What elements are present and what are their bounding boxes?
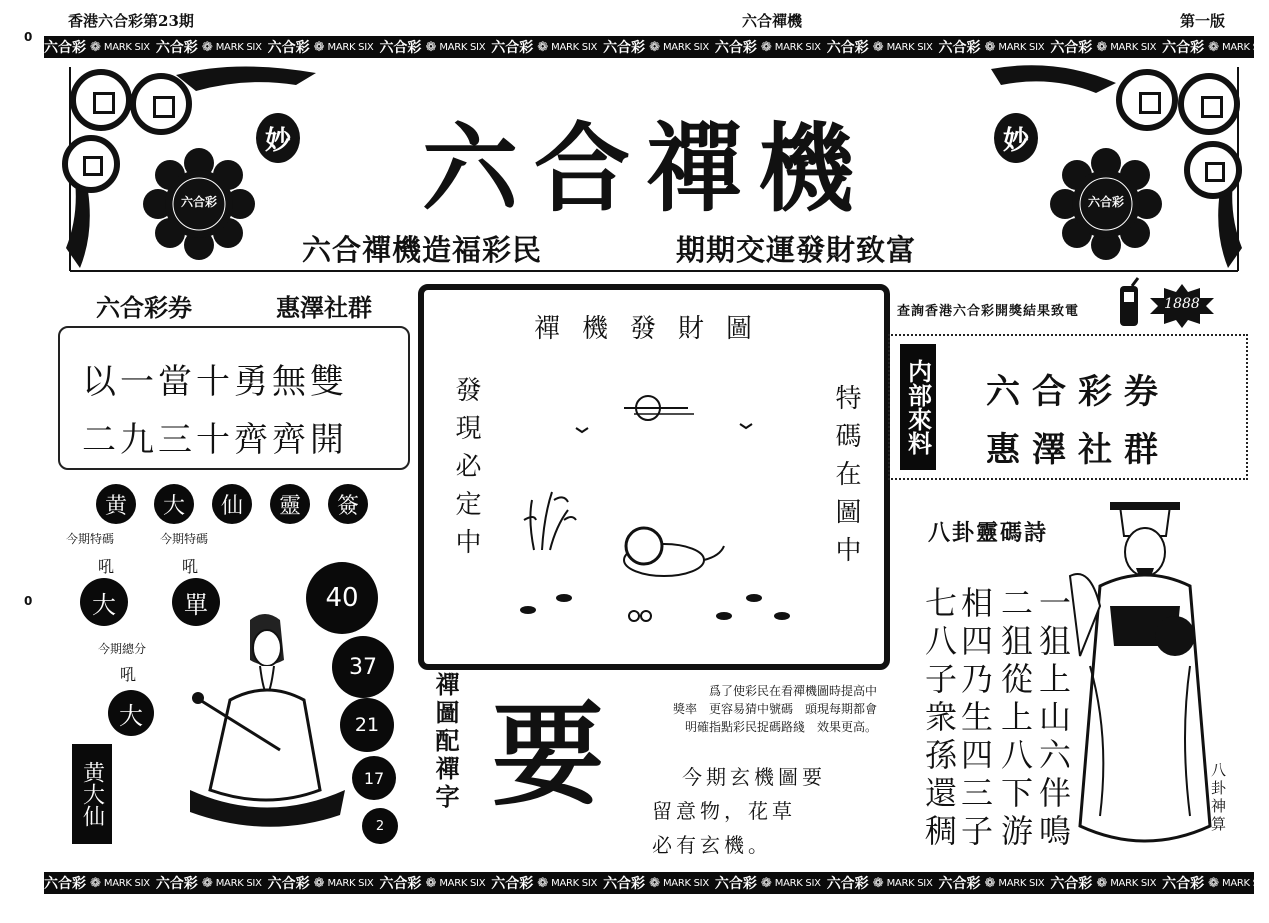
bottom-logo-strip (44, 872, 1268, 894)
flower-medallion-left (144, 149, 254, 259)
flower-icon: ❁ (984, 39, 996, 55)
right-heading-b: 惠澤社群 (986, 430, 1170, 470)
flower-icon: ❁ (313, 39, 325, 55)
cry-3: 吼 (120, 665, 137, 684)
strip-text: MARK SIX (327, 877, 374, 889)
strip-text: MARK SIX (215, 877, 262, 889)
strip-unit (715, 873, 821, 893)
strip-logo: 六合彩 (155, 876, 198, 892)
lucky-number: 37 (332, 636, 394, 698)
flower-icon: ❁ (1096, 39, 1108, 55)
lucky-number: 40 (306, 562, 378, 634)
coin-icon (70, 69, 132, 131)
coin-icon (62, 135, 120, 193)
cry-2: 吼 (182, 557, 199, 576)
flower-icon: ❁ (649, 875, 660, 891)
strip-text: MARK SIX (1222, 41, 1268, 53)
inside-info-box (888, 334, 1248, 480)
hotline-number: 1888 (1164, 296, 1200, 312)
inner-tag-text: 内部來料 (903, 359, 932, 455)
flower-icon: ❁ (201, 39, 213, 55)
strip-unit (156, 37, 262, 57)
answer-3: 大 (108, 690, 154, 736)
strip-text: MARK SIX (886, 41, 933, 53)
label-special-1: 今期特碼 (66, 532, 115, 546)
miao-badge-left: 妙 (256, 113, 300, 163)
strip-logo: 六合彩 (379, 876, 422, 892)
strip-logo: 六合彩 (491, 40, 534, 56)
strip-logo: 六合彩 (44, 876, 86, 892)
coin-icon (130, 73, 192, 135)
strip-text: MARK SIX (103, 877, 150, 889)
strip-text: MARK SIX (439, 41, 486, 53)
huang-daxian-char: 黄 (96, 484, 136, 524)
flower-icon: ❁ (760, 875, 772, 891)
strip-text: MARK SIX (998, 41, 1045, 53)
strip-logo: 六合彩 (155, 40, 198, 56)
strip-logo: 六合彩 (938, 876, 981, 892)
flower-icon: ❁ (90, 39, 101, 55)
strip-text: MARK SIX (1110, 877, 1157, 889)
lucky-number: 21 (340, 698, 394, 752)
strip-text: MARK SIX (215, 41, 262, 53)
strip-unit (715, 37, 821, 57)
strip-text: MARK SIX (774, 41, 821, 53)
strip-unit (1162, 37, 1268, 57)
seal-text: 黄大仙 (79, 761, 105, 827)
strip-unit (827, 873, 933, 893)
panel-title: 禪機發財圖 (533, 314, 774, 344)
riddle-line: 留意物，花草 (652, 799, 796, 823)
poem-column: 七八子衆孫還稠 (920, 586, 958, 852)
riddle-line: 今期玄機圖要 (682, 765, 826, 789)
poem-column: 二狙從上八下游 (996, 586, 1034, 852)
huang-daxian-char: 仙 (212, 484, 252, 524)
riddle-line: 必有玄機。 (652, 833, 772, 857)
strip-unit (156, 873, 262, 893)
coin-icon (1184, 141, 1242, 199)
huang-daxian-char: 大 (154, 484, 194, 524)
flower-icon: ❁ (201, 875, 213, 891)
medallion-label: 六合彩 (1087, 195, 1124, 209)
strip-text: MARK SIX (998, 877, 1045, 889)
banner-subtitle-left-small: 造福彩民 (422, 233, 543, 267)
strip-text: MARK SIX (662, 41, 709, 53)
strip-logo: 六合彩 (603, 40, 646, 56)
left-heading-b: 惠澤社群 (276, 294, 372, 322)
phone-icon (1112, 278, 1146, 330)
strip-logo: 六合彩 (826, 876, 869, 892)
strip-unit (44, 873, 150, 893)
flower-icon: ❁ (425, 875, 437, 891)
strip-text: MARK SIX (551, 41, 598, 53)
huang-daxian-char: 靈 (270, 484, 310, 524)
strip-text: MARK SIX (327, 41, 374, 53)
top-logo-strip (44, 36, 1268, 58)
flower-icon: ❁ (872, 875, 884, 891)
lucky-number: 17 (352, 756, 396, 800)
strip-logo: 六合彩 (714, 40, 757, 56)
zen-drawing (484, 370, 824, 630)
banner-subtitle-left (302, 228, 542, 269)
strip-unit (379, 873, 485, 893)
strip-unit (827, 37, 933, 57)
banner-subtitle-left-main: 六合禪機 (302, 233, 423, 267)
strip-text: MARK SIX (551, 877, 598, 889)
strip-unit (379, 37, 485, 57)
strip-logo: 六合彩 (1050, 40, 1093, 56)
banner (66, 63, 1242, 273)
label-special-2: 今期特碼 (160, 532, 209, 546)
key-character: 要 (492, 691, 604, 821)
label-total: 今期總分 (98, 642, 147, 656)
flower-icon: ❁ (90, 875, 101, 891)
sage-figure-illustration (170, 600, 350, 825)
strip-unit (268, 873, 374, 893)
flower-icon: ❁ (425, 39, 437, 55)
margin-mark-mid: 0 (24, 594, 33, 608)
pairing-vertical: 禪圖配禪字 (431, 672, 459, 812)
strip-text: MARK SIX (886, 877, 933, 889)
flower-medallion-right (1051, 149, 1161, 259)
margin-mark-top: 0 (24, 30, 33, 44)
huang-daxian-seal (72, 744, 112, 844)
note-line: 獎率 更容易猜中號碼 頭現每期都會 (672, 702, 877, 716)
flower-icon: ❁ (984, 875, 996, 891)
lucky-number: 2 (362, 808, 398, 844)
note-line: 爲了使彩民在看禪機圖時提高中 (708, 684, 877, 698)
strip-logo: 六合彩 (491, 876, 534, 892)
strip-unit (268, 37, 374, 57)
coin-icon (1116, 69, 1178, 131)
coin-icon (1178, 73, 1240, 135)
flower-icon: ❁ (760, 39, 772, 55)
flower-icon: ❁ (872, 39, 884, 55)
flower-icon: ❁ (1096, 875, 1108, 891)
strip-logo: 六合彩 (44, 40, 86, 56)
panel-right-vertical: 特碼在圖中 (831, 384, 861, 574)
flower-icon: ❁ (1208, 875, 1220, 891)
zen-fortune-panel (418, 284, 890, 670)
answer-2: 單 (172, 578, 220, 626)
issue-label: 香港六合彩第23期 (68, 12, 194, 30)
hotline-text: 查詢香港六合彩開獎結果致電 (897, 304, 1080, 319)
strip-logo: 六合彩 (1162, 876, 1205, 892)
strip-logo: 六合彩 (267, 40, 310, 56)
strip-unit (491, 37, 597, 57)
strip-logo: 六合彩 (379, 40, 422, 56)
strip-text: MARK SIX (662, 877, 709, 889)
banner-title: 六合禪機 (422, 113, 870, 225)
huang-daxian-char: 簽 (328, 484, 368, 524)
strip-text: MARK SIX (103, 41, 150, 53)
lion-icon (624, 528, 724, 576)
note-line: 明確指點彩民捉碼路綫 效果更高。 (684, 720, 877, 734)
flower-icon: ❁ (537, 875, 549, 891)
strip-logo: 六合彩 (603, 876, 646, 892)
strip-logo: 六合彩 (714, 876, 757, 892)
flower-icon: ❁ (537, 39, 549, 55)
cry-1: 吼 (98, 557, 115, 576)
strip-logo: 六合彩 (826, 40, 869, 56)
strip-unit (939, 37, 1045, 57)
strip-unit (603, 37, 709, 57)
medallion-label: 六合彩 (180, 195, 217, 209)
strip-text: MARK SIX (1110, 41, 1157, 53)
strip-unit (1162, 873, 1268, 893)
riddle (652, 760, 892, 862)
strip-text: MARK SIX (1222, 877, 1268, 889)
banner-subtitle-right: 期期交運發財致富 (676, 233, 917, 267)
slogan-box (58, 326, 410, 470)
strip-unit (491, 873, 597, 893)
strip-text: MARK SIX (774, 877, 821, 889)
answer-1: 大 (80, 578, 128, 626)
explanatory-note (662, 682, 877, 736)
right-heading-a: 六合彩券 (986, 372, 1170, 412)
slogan-line-1: 以一當十勇無雙 (82, 362, 348, 402)
flower-icon: ❁ (1208, 39, 1220, 55)
strip-unit (1050, 37, 1156, 57)
deity-caption: 八卦神算 (1209, 762, 1227, 834)
poem-column: 一狙上山六伴鳴 (1034, 586, 1072, 852)
page-number: 第一版 (1180, 12, 1226, 30)
strip-logo: 六合彩 (1162, 40, 1205, 56)
inner-tag (900, 344, 936, 470)
left-heading-a: 六合彩券 (96, 294, 192, 322)
strip-unit (1050, 873, 1156, 893)
strip-unit (939, 873, 1045, 893)
flower-icon: ❁ (313, 875, 325, 891)
poem-column: 相四乃生四三子 (956, 586, 994, 852)
hotline-burst (1148, 284, 1216, 328)
panel-left-vertical: 發現必定中 (451, 376, 481, 566)
strip-logo: 六合彩 (938, 40, 981, 56)
strip-logo: 六合彩 (267, 876, 310, 892)
masthead-title: 六合禪機 (742, 12, 803, 30)
bagua-deity-illustration (1060, 496, 1230, 856)
flower-icon: ❁ (649, 39, 660, 55)
strip-unit (44, 37, 150, 57)
miao-badge-right: 妙 (994, 113, 1038, 163)
slogan-line-2: 二九三十齊齊開 (82, 420, 348, 460)
strip-unit (603, 873, 709, 893)
poem-title: 八卦靈碼詩 (928, 521, 1049, 546)
strip-logo: 六合彩 (1050, 876, 1093, 892)
strip-text: MARK SIX (439, 877, 486, 889)
